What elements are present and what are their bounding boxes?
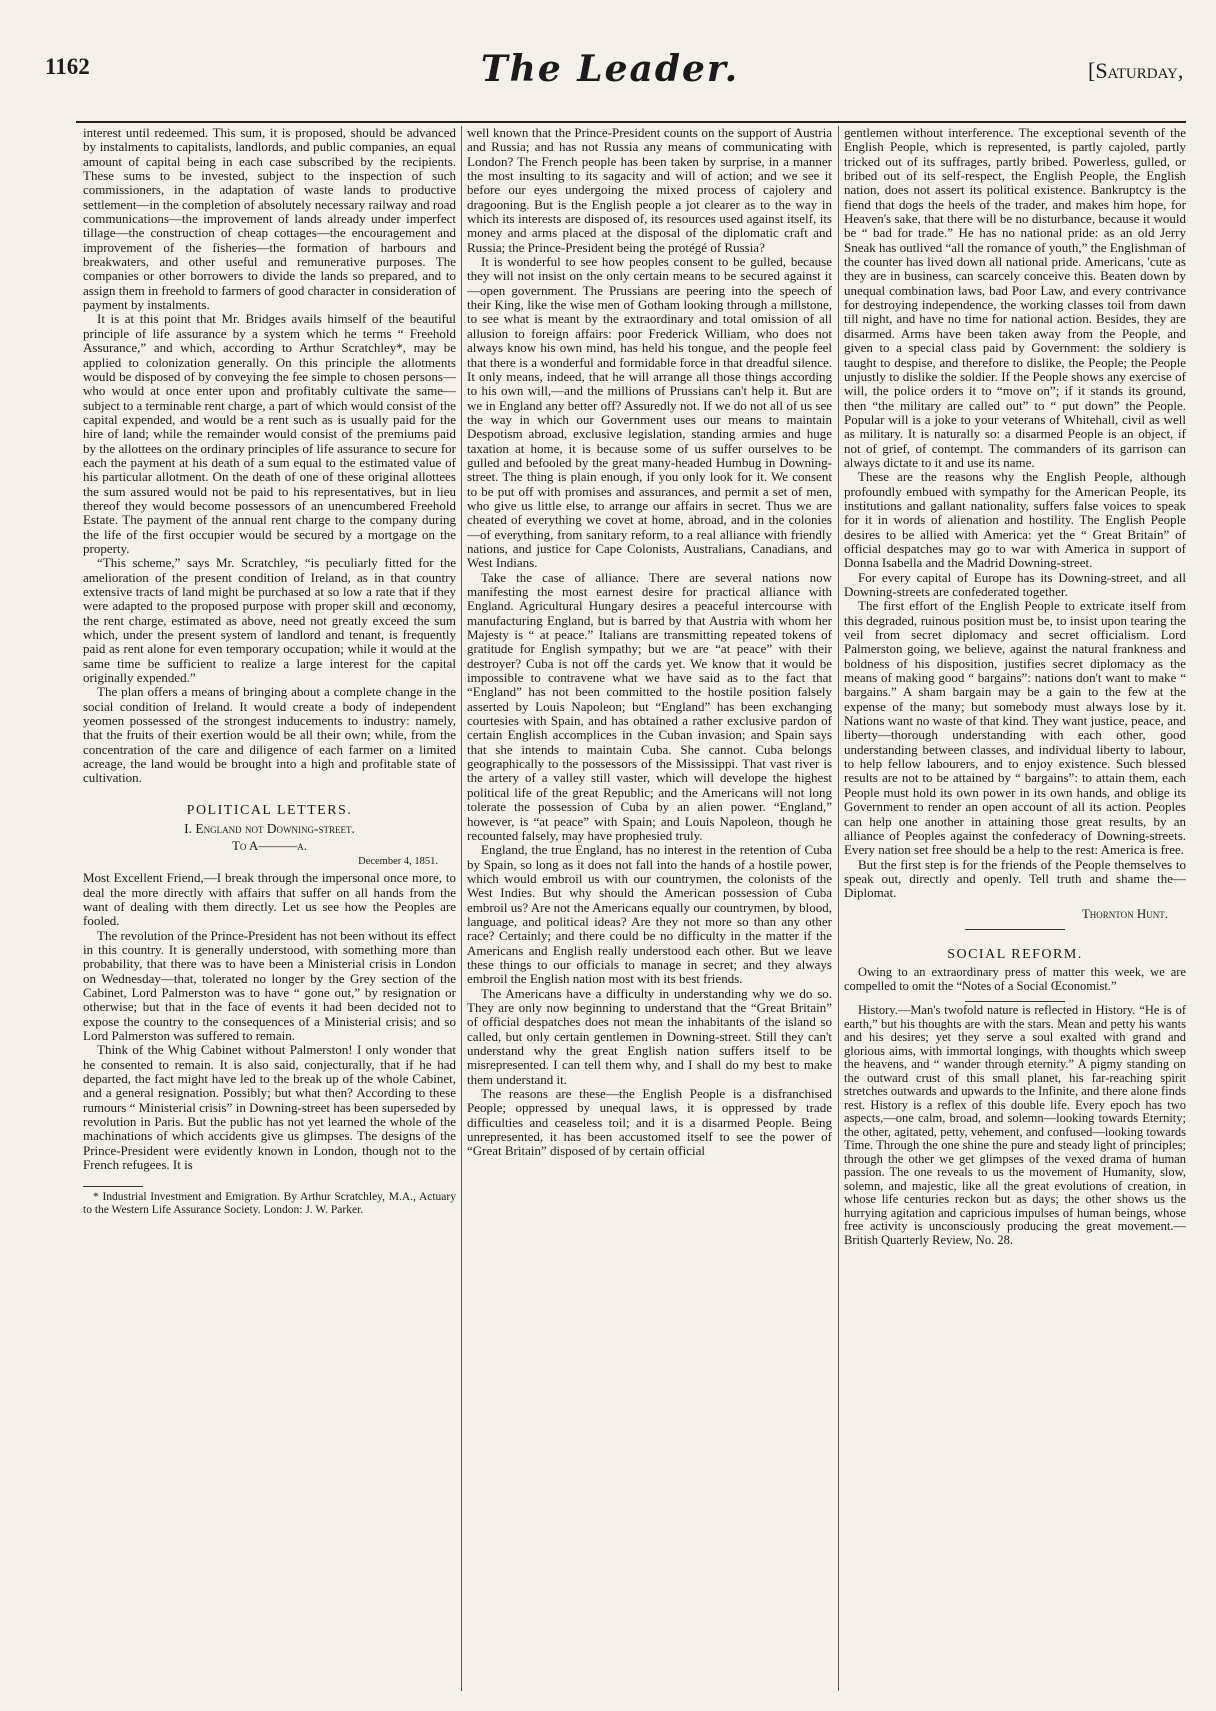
section-heading: POLITICAL LETTERS. [186, 802, 353, 818]
letter-addressee: To A———a. [231, 837, 308, 853]
column-divider [838, 126, 839, 1691]
section-subheading: I. England not Downing-street. [184, 821, 355, 837]
paragraph: The Americans have a difficulty in understanding why we do so. They are only now beginning to understand that the “Great Britain” of official despatches does not mean the inhabitants of the island so called, but only certain gentlemen in Downing-street. Still they can't understand why the great English nation suffers itself to be misrepresented. I can tell them why, and I shall do my best to make them understand it. [467, 985, 832, 1087]
column-1 [83, 126, 456, 1691]
footnote-rule [83, 1186, 143, 1187]
paragraph: interest until redeemed. This sum, it is proposed, should be advanced by instalments to capitalists, landlords, and public companies, an equal amount of capital being in each case subscribed by the recipients. These sums to be invested, subject to the inspection of such commissioners, in the adaptation of waste lands to productive settlement—in the completion of absolutely necessary railway and road communications—the improvement of lands already under imperfect tillage—the construction of cheap cottages—the encouragement and improvement of the fisheries—the formation of harbours and breakwaters, and other useful and remunerative purposes. The companies or other borrowers to divide the lands so prepared, and to assign them in freehold to farmers of good character in consideration of payment by instalments. [83, 126, 456, 313]
paragraph: For every capital of Europe has its Downing-street, and all Downing-streets are confederated together. [844, 569, 1186, 599]
paragraph: It is wonderful to see how peoples consent to be gulled, because they will not insist on the only certain means to be secured against it—open government. The Prussians are peering into the speech of their King, like the wise men of Gotham looking through a millstone, to see what is meant by the extraordinary and total omission of all allusion to foreign affairs: poor Frederick William, who does not always know his own mind, has held his tongue, and the people feel that there is a wonderful and formidable force in that dreadful silence. It only means, indeed, that he will arrange all those things according to his own will,—and the millions of Prussians can't help it. But are we in England any better off? Assuredly not. If we do not all of us see the way in which our Government uses our means to maintain Despotism abroad, exclusive legislation, standing armies and huge taxation at home, it is because some of us suffer ourselves to be gulled and befooled by the great many-headed Humbug in Downing-street. The thing is plain enough, if you only look for it. We consent to be put off with promises and assurances, and permit a set of men, who give us little else, to arrange our affairs in secret. Thus we are cheated of everything we covet at home, abroad, and in the colonies—of everything, from sanitary reform, to a real alliance with friendly nations, and justice for Cape Colonists, Australians, Canadians, and West Indians. [467, 254, 832, 571]
paragraph: It is at this point that Mr. Bridges avails himself of the beautiful principle of life assurance by a system which he terms “ Freehold Assurance,” and which, according to Arthur Scratchley*, may be applied to colonization generally. On this principle the allotments would be disposed of by conveying the fee simple to chosen persons—who would at once enter upon and profitably cultivate the same—subject to a terminable rent charge, a part of which would consist of the capital expended, and would be a rent such as is usually paid for the hire of land; while the remainder would consist of the premiums paid by the allottees on the ordinary principles of life assurance to secure for each the payment at his death of a sum equal to the estimated value of his particular allotment. On the death of one of these original allottees the sum assured would not be paid to his representatives, but in lieu thereof they would become possessors of an unencumbered Freehold Estate. The payment of the annual rent charge to the company during the life of the first occupier would be secured by a mortgage on the property. [83, 311, 456, 556]
paragraph: Owing to an extraordinary press of matter this week, we are compelled to omit the “Notes of a Social Œconomist.” [844, 965, 1186, 993]
section-rule [965, 1001, 1065, 1002]
author-signature: Thornton Hunt. [1081, 905, 1168, 921]
paragraph: gentlemen without interference. The exceptional seventh of the English People, which is represented, is partly cajoled, partly tricked out of its suffrages, partly bribed. Powerless, gulled, or bribed out of its self-respect, the English People, the English nation, does not assert its political existence. Bankruptcy is the fiend that dogs the heels of the trader, and makes him hope, for Heaven's sake, that there will be no disturbance, because it would be “ bad for trade.” He has no national pride: as an old Jerry Sneak has outlived “all the romance of youth,” the Englishman of the counter has lived down all national pride. Americans, 'cute as they are in business, can scarcely conceive this. Beaten down by unequal combination laws, bad Poor Law, and every contrivance for destroying independence, the working classes toil from dawn till night, and have no time for national action. Besides, they are disarmed. Arms have been taken away from the People, and given to a special class paid by Government: the soldiery is taught to despise, and therefore to dislike, the People; the People unjustly to dislike the soldier. If the People shows any exercise of will, the police orders it to “move on”; if it stands its ground, then “the military are called out” to “ put down” the People. Popular will is a joke to your veterans of Whitehall, civil as well as military. It is naturally so: a disarmed People is an object, if not of grief, of contempt. The commanders of its garrison can always dictate to it and use its name. [844, 126, 1186, 470]
column-3 [844, 126, 1186, 1691]
paragraph: England, the true England, has no interest in the retention of Cuba by Spain, so long as it does not fall into the hands of a hostile power, which would embroil us with our countrymen, the colonists of the West Indies. But why should the American possession of Cuba embroil us? Are not the Americans equally our countrymen, by blood, language, and political ideas? Are they not more so than any other race? Certainly; and there could be no difficulty in the matter if the Americans and English really understood each other. But we leave these things to our officials to manage in secret; and they always embroil the English nation most with its best friends. [467, 842, 832, 987]
paragraph: These are the reasons why the English People, although profoundly embued with sympathy for the American People, its institutions and gallant nationality, suffers false voices to speak for it in words of alienation and hostility. The English People desires to be allied with America: yet the “ Great Britain” of official despatches may go to war with America in support of Donna Isabella and the Madrid Downing-street. [844, 469, 1186, 571]
paragraph: History.—Man's twofold nature is reflected in History. “He is of earth,” but his thoughts are with the stars. Mean and petty his wants and his desires; yet they serve a soul exalted with grand and glorious aims, with immortal longings, with thoughts which sweep the heavens, and “ wander through eternity.” A pigmy standing on the outward crust of this small planet, his far-reaching spirit stretches outwards and upwards to the Infinite, and there alone finds rest. History is a reflex of this double life. Every epoch has two aspects,—one calm, broad, and solemn—looking towards Eternity; the other, agitated, petty, vehement, and confused—looking towards Time. Through the one shine the pure and steady light of principles; through the other we get glimpses of the vexed drama of human passion. The one reveals to us the movement of Humanity, slow, solemn, and majestic, like all the great evolutions of creation, in whose life centuries reckon but as days; the other shows us the hurrying agitation and capricious impulses of human beings, whose free activity is unconsciously producing the great movement.—British Quarterly Review, No. 28. [844, 1003, 1186, 1247]
paragraph: The reasons are these—the English People is a disfranchised People; oppressed by unequal laws, it is oppressed by trade difficulties and ceaseless toil; and it is a disarmed People. Being unrepresented, it has been accustomed itself to see the power of “Great Britain” disposed of by certain official [467, 1086, 832, 1159]
column-2 [467, 126, 832, 1691]
letter-date: December 4, 1851. [358, 855, 438, 867]
masthead-date: [Saturday, [1088, 58, 1184, 83]
paragraph: “This scheme,” says Mr. Scratchley, “is peculiarly fitted for the amelioration of the present condition of Ireland, as in that country extensive tracts of land might be purchased at so low a rate that if they were adapted to the proposed purpose with proper skill and œconomy, the rent charge, estimated as above, need not greatly exceed the sum which, under the present system of landlord and tenant, is frequently paid as rent alone for even temporary occupation; while it would at the same time be sufficient to realize a large interest for the capital originally expended.” [83, 555, 456, 686]
paragraph: Take the case of alliance. There are several nations now manifesting the most earnest desire for practical alliance with England. Agricultural Hungary desires a peaceful intercourse with manufacturing England, but is barred by that Austria with whom her Majesty is “ at peace.” Italians are transmitting repeated tokens of gratitude for English sympathy; but we are “at peace” with their destroyer? Cuba is not off the cards yet. We know that it would be impossible to contravene what we have said as to the fact that “England” has not been committed to the hostile position falsely asserted by Louis Napoleon; but “England” has been exchanging courtesies with Spain, and has obtained a rather exclusive pardon of certain English accomplices in the Cuban invasion; and Spain says that she intends to maintain Cuba. She cannot. Cuba belongs geographically to the possessors of the Mississippi. That vast river is the artery of a valley still vaster, which will develope the highest political life of the great Republic; and the Americans will not long tolerate the possession of Cuba by an alien power. “England,” however, is “at peace” with Spain; and Louis Napoleon, though he recounted falsely, may have prophesied truly. [467, 569, 832, 843]
footnote: * Industrial Investment and Emigration. By Arthur Scratchley, M.A., Actuary to the Western Life Assurance Society. London: J. W. Parker. [83, 1191, 456, 1217]
section-rule [965, 929, 1065, 930]
masthead-title: The Leader. [480, 48, 740, 90]
header-rule [76, 121, 1186, 123]
paragraph: well known that the Prince-President counts on the support of Austria and Russia; and has not Russia any means of communicating with London? The French people has been taken by surprise, in a manner the most insulting to its sagacity and will of action; and we see it before our eyes undergoing the mixed process of cajolery and dragooning. But is the English people a jot clearer as to the way in which its interests are disposed of, its resources used against itself, its money and arms placed at the disposal of the diplomatic craft and Russia; the Prince-President being the protégé of Russia? [467, 126, 832, 255]
paragraph: Think of the Whig Cabinet without Palmerston! I only wonder that he consented to remain. It is also said, conjecturally, that if he had departed, the fact might have led to the break up of the whole Cabinet, and a general resignation. Possibly; but what then? According to these rumours “ Ministerial crisis” in Downing-street has been superseded by revolution in Paris. But the public has not yet learned the whole of the machinations of which accidents give us glimpses. The designs of the Prince-President were evidently known in London, though not to the French refugees. It is [83, 1042, 456, 1173]
paragraph: The plan offers a means of bringing about a complete change in the social condition of Ireland. It would create a body of independent yeomen possessed of the strongest inducements to industry: namely, that the fruits of their exertion would be all their own; while, from the concentration of the care and diligence of each farmer on a limited acreage, the land would be brought into a high and profitable state of cultivation. [83, 684, 456, 786]
paragraph: The first effort of the English People to extricate itself from this degraded, ruinous position must be, to insist upon tearing the veil from secret diplomacy and secret officialism. Lord Palmerston going, we believe, against the natural frankness and boldness of his disposition, justifies secret diplomacy as the means of making good “ bargains”: nations don't want to make “ bargains.” A sham bargain may be a gain to the few at the expense of the many; but somebody must always lose by it. Nations want no waste of that kind. They want justice, peace, and liberty—thorough understanding with each other, good understanding between classes, and individual liberty to labour, to help fellow labourers, and to enjoy existence. Such blessed results are not to be attained by “ bargains”: to attain them, each People must hold its own power in its own hands, and oblige its Government to render an open account of all its action. Peoples can help one another in attaining those great results, by an alliance of Peoples against the confederacy of Downing-streets. Every nation set free should be a help to the rest: America is free. [844, 598, 1186, 858]
section-heading: SOCIAL REFORM. [947, 946, 1083, 962]
column-divider [461, 126, 462, 1691]
paragraph: Most Excellent Friend,—I break through the impersonal once more, to deal the more directly with affairs that suffer on all hands from the want of dealing with them directly. Let us see how the Peoples are fooled. [83, 870, 456, 929]
paragraph: But the first step is for the friends of the People themselves to speak out, directly and openly. Tell truth and shame the—Diplomat. [844, 856, 1186, 901]
page-number: 1162 [45, 54, 90, 79]
paragraph: The revolution of the Prince-President has not been without its effect in this country. It is generally understood, with something more than probability, that there was to have been a Ministerial crisis in London on Wednesday—that, tolerated no longer by the Grey section of the Cabinet, Lord Palmerston was to have “ gone out,” by resignation or otherwise; but that in the face of events it had been decided not to expose the country to the consequences of a Ministerial crisis; and so Lord Palmerston was suffered to remain. [83, 927, 456, 1043]
